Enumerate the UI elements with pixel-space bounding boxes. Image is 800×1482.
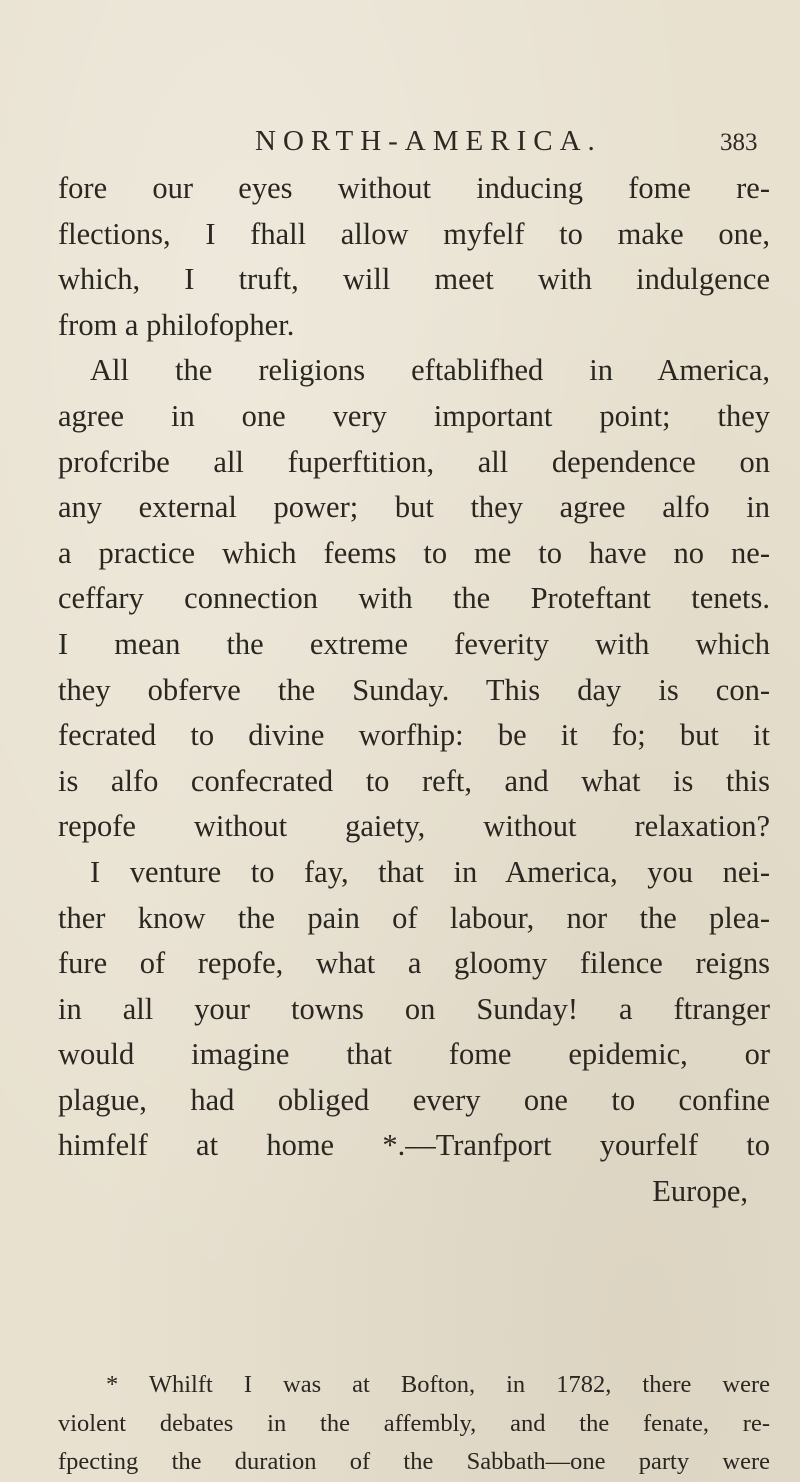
catchword: Europe, [652, 1174, 748, 1209]
footnote [58, 1366, 770, 1482]
text-line: himfelf at home *.—Tranfport yourfelf to [58, 1128, 770, 1163]
text-line: a practice which feems to me to have no ne- [58, 535, 770, 570]
text-line: profcribe all fuperftition, all dependence on [58, 444, 770, 479]
text-line: I venture to fay, that in America, you nei- [90, 854, 770, 889]
text-line: ceffary connection with the Proteftant tenets. [58, 581, 770, 616]
page-number: 383 [720, 129, 758, 156]
running-title: NORTH-AMERICA. [255, 125, 602, 157]
footnote-line: fpecting the duration of the Sabbath—one party were [58, 1448, 770, 1475]
text-line: All the religions eftablifhed in America, [90, 353, 770, 388]
text-line: from a philofopher. [58, 307, 295, 342]
footnote-line: violent debates in the affembly, and the fenate, re- [58, 1409, 770, 1437]
text-line: in all your towns on Sunday! a ftranger [58, 991, 770, 1026]
text-line: fore our eyes without inducing fome re- [58, 171, 770, 205]
text-line: any external power; but they agree alfo in [58, 490, 770, 525]
text-line: repofe without gaiety, without relaxation? [58, 809, 770, 844]
text-line: I mean the extreme feverity with which [58, 626, 770, 661]
text-line: flections, I fhall allow myfelf to make one, [58, 216, 770, 251]
running-head [0, 125, 800, 165]
text-line: fure of repofe, what a gloomy filence reigns [58, 946, 770, 981]
text-line: agree in one very important point; they [58, 398, 770, 433]
text-line: fecrated to divine worfhip: be it fo; but it [58, 718, 770, 753]
text-line: ther know the pain of labour, nor the plea- [58, 900, 770, 935]
text-line: would imagine that fome epidemic, or [58, 1037, 770, 1072]
body-text [58, 166, 770, 1215]
text-line: which, I truft, will meet with indulgence [58, 262, 770, 297]
text-line: they obferve the Sunday. This day is con- [58, 672, 770, 707]
footnote-line: * Whilft I was at Bofton, in 1782, there were [106, 1371, 770, 1398]
text-line: is alfo confecrated to reft, and what is this [58, 763, 770, 798]
text-line: plague, had obliged every one to confine [58, 1082, 770, 1117]
